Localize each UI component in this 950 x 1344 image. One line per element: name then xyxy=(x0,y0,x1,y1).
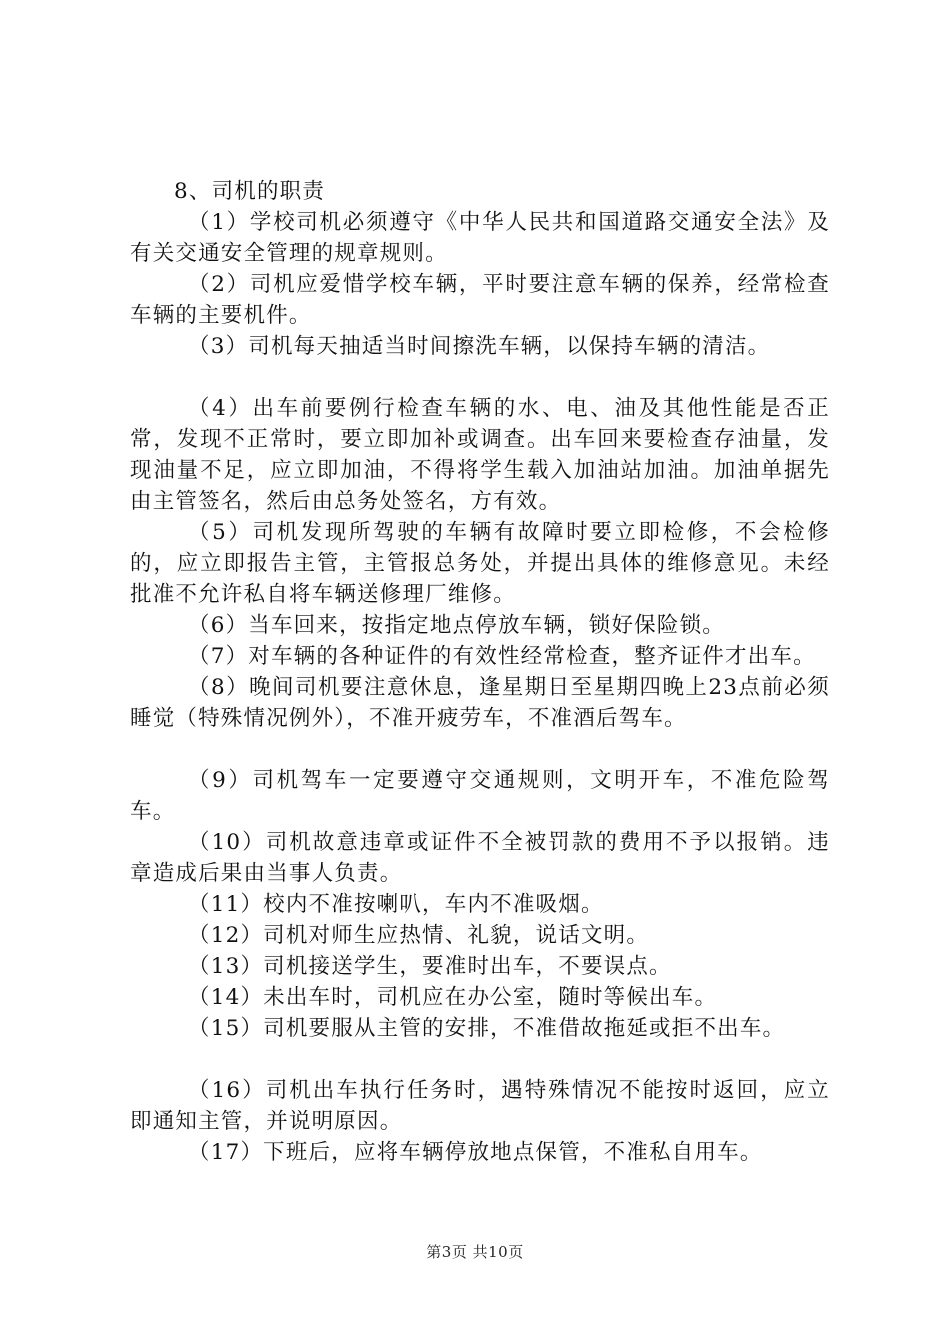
page-footer: 第3页 共10页 xyxy=(426,1243,524,1261)
paragraph-10: （10）司机故意违章或证件不全被罚款的费用不予以报销。违章造成后果由当事人负责。 xyxy=(130,830,830,886)
paragraph-12: （12）司机对师生应热情、礼貌，说话文明。 xyxy=(188,923,650,948)
document-body xyxy=(130,176,830,1168)
paragraph-11: （11）校内不准按喇叭，车内不准吸烟。 xyxy=(188,892,604,917)
paragraph-9: （9）司机驾车一定要遵守交通规则，文明开车，不准危险驾车。 xyxy=(130,768,830,824)
paragraph-17: （17）下班后，应将车辆停放地点保管，不准私自用车。 xyxy=(188,1140,763,1165)
paragraph-3: （3）司机每天抽适当时间擦洗车辆，以保持车辆的清洁。 xyxy=(188,334,771,359)
paragraph-6: （6）当车回来，按指定地点停放车辆，锁好保险锁。 xyxy=(188,613,725,638)
paragraph-7: （7）对车辆的各种证件的有效性经常检查，整齐证件才出车。 xyxy=(188,644,816,669)
paragraph-16: （16）司机出车执行任务时，遇特殊情况不能按时返回，应立即通知主管，并说明原因。 xyxy=(130,1078,830,1134)
paragraph-14: （14）未出车时，司机应在办公室，随时等候出车。 xyxy=(188,985,718,1010)
paragraph-2: （2）司机应爱惜学校车辆，平时要注意车辆的保养，经常检查车辆的主要机件。 xyxy=(130,272,830,328)
paragraph-15: （15）司机要服从主管的安排，不准借故拖延或拒不出车。 xyxy=(188,1016,786,1041)
paragraph-1: （1）学校司机必须遵守《中华人民共和国道路交通安全法》及有关交通安全管理的规章规则。 xyxy=(130,210,830,266)
section-heading: 8、司机的职责 xyxy=(174,179,326,204)
paragraph-13: （13）司机接送学生，要准时出车，不要误点。 xyxy=(188,954,672,979)
paragraph-5: （5）司机发现所驾驶的车辆有故障时要立即检修，不会检修的，应立即报告主管，主管报总务处，并提出具体的维修意见。未经批准不允许私自将车辆送修理厂维修。 xyxy=(130,520,830,607)
paragraph-8: （8）晚间司机要注意休息，逢星期日至星期四晚上23点前必须睡觉（特殊情况例外），不准开疲劳车，不准酒后驾车。 xyxy=(130,675,830,731)
paragraph-4: （4）出车前要例行检查车辆的水、电、油及其他性能是否正常，发现不正常时，要立即加补或调查。出车回来要检查存油量，发现油量不足，应立即加油，不得将学生载入加油站加油。加油单据先由主管签名，然后由总务处签名，方有效。 xyxy=(130,396,830,514)
